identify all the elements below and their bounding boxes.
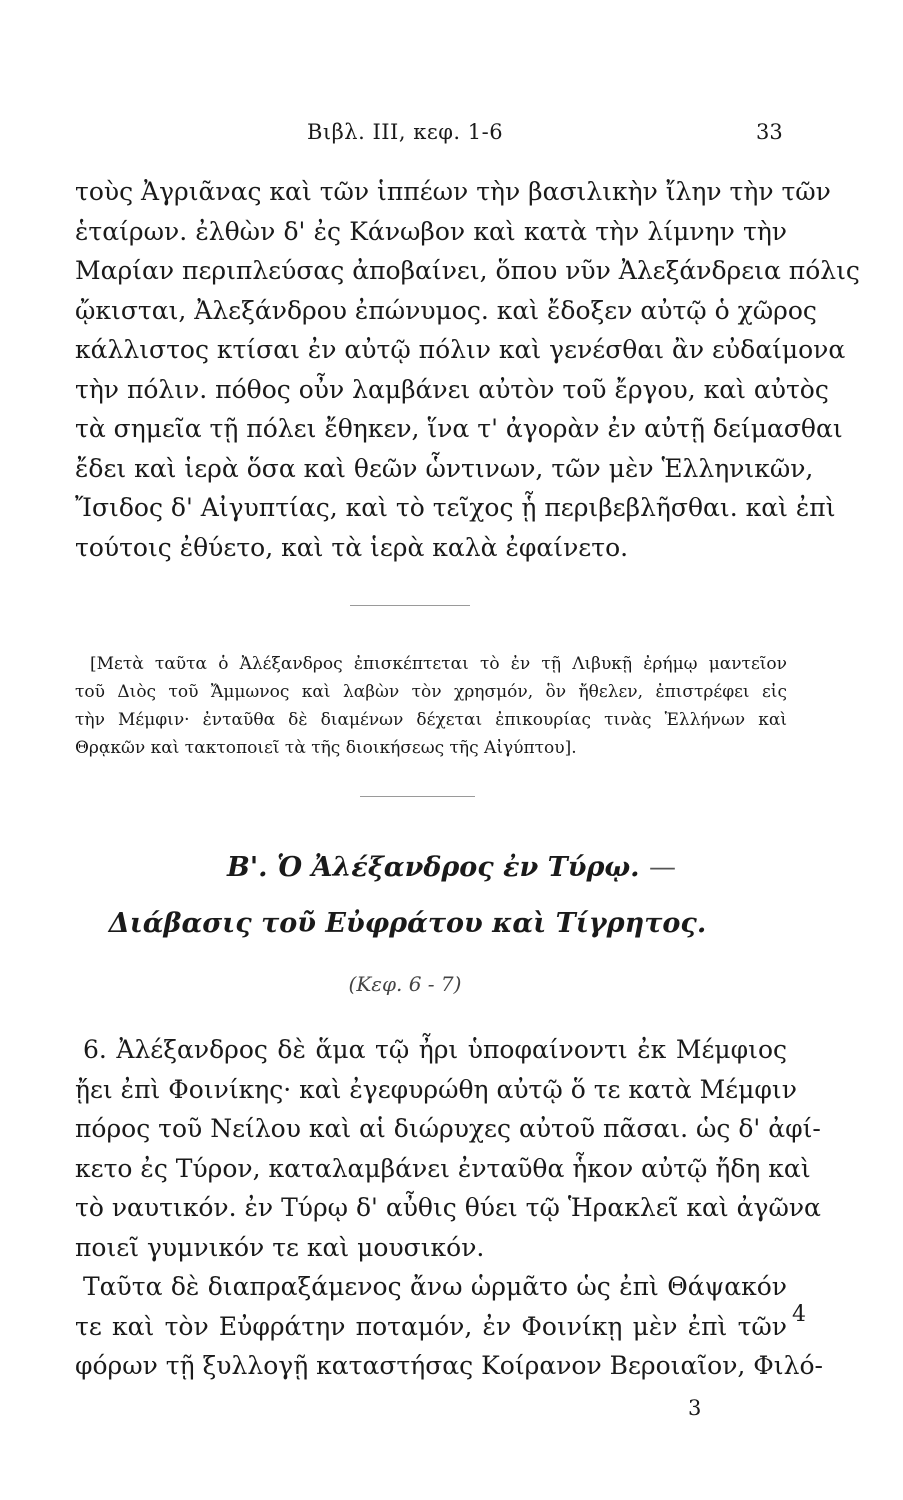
text-line: ποιεῖ γυμνικόν τε καὶ μουσικόν. <box>75 1232 485 1262</box>
text-line: τὰ σημεῖα τῇ πόλει ἔθηκεν, ἵνα τ' ἀγορὰν ἐν αὐτῇ δείμασθαι <box>75 414 843 443</box>
section-heading <box>0 852 903 883</box>
text-line: φόρων τῇ ξυλλογῇ καταστήσας Κοίρανον Βεροιαῖον, Φιλό- <box>75 1351 823 1380</box>
text-line: ἑταίρων. ἐλθὼν δ' ἐς Κάνωβον καὶ κατὰ τὴν λίμνην τὴν <box>75 216 787 246</box>
summary-line: [Μετὰ ταῦτα ὁ Ἀλέξανδρος ἐπισκέπτεται τὸ ἐν τῇ Λιβυκῇ ἐρήμῳ μαντεῖον <box>90 654 787 674</box>
divider-rule <box>360 796 475 797</box>
text-line: Ἴσιδος δ' Αἰγυπτίας, καὶ τὸ τεῖχος ᾗ περιβεβλῆσθαι. καὶ ἐπὶ <box>75 493 836 522</box>
section-heading-title: Β'. Ὁ Ἀλέξανδρος ἐν Τύρῳ. <box>227 852 640 883</box>
divider-rule <box>350 605 470 606</box>
text-line: τούτοις ἐθύετο, καὶ τὰ ἱερὰ καλὰ ἐφαίνετο. <box>75 532 629 562</box>
summary-line: τὴν Μέμφιν· ἐνταῦθα δὲ διαμένων δέχεται ἐπικουρίας τινὰς Ἑλλήνων καὶ <box>75 710 787 730</box>
margin-section-number: 4 <box>792 1302 806 1327</box>
page-number: 33 <box>756 120 783 144</box>
heading-dash: — <box>648 852 676 883</box>
summary-line: τοῦ Διὸς τοῦ Ἄμμωνος καὶ λαβὼν τὸν χρησμόν, ὃν ἤθελεν, ἐπιστρέφει εἰς <box>75 682 787 702</box>
signature-mark: 3 <box>688 1396 702 1420</box>
running-head: Βιβλ. ΙΙΙ, κεφ. 1-6 <box>307 120 504 144</box>
text-line: Μαρίαν περιπλεύσας ἀποβαίνει, ὅπου νῦν Ἀλεξάνδρεια πόλις <box>75 256 860 285</box>
summary-line: Θρᾳκῶν καὶ τακτοποιεῖ τὰ τῆς διοικήσεως τῆς Αἰγύπτου]. <box>75 738 577 758</box>
text-line: κάλλιστος κτίσαι ἐν αὐτῷ πόλιν καὶ γενέσθαι ἂν εὐδαίμονα <box>75 335 846 364</box>
text-line: ᾤκισται, Ἀλεξάνδρου ἐπώνυμος. καὶ ἔδοξεν αὐτῷ ὁ χῶρος <box>75 295 817 325</box>
text-line: τε καὶ τὸν Εὐφράτην ποταμόν, ἐν Φοινίκῃ μὲν ἐπὶ τῶν <box>75 1311 787 1341</box>
text-line: πόρος τοῦ Νείλου καὶ αἱ διώρυχες αὐτοῦ πᾶσαι. ὡς δ' ἀφί- <box>75 1114 821 1143</box>
paragraph-1 <box>75 172 860 567</box>
summary-note <box>75 650 787 762</box>
text-line: 6. Ἀλέξανδρος δὲ ἅμα τῷ ἦρι ὑποφαίνοντι ἐκ Μέμφιος <box>83 1035 787 1064</box>
paragraph-2 <box>75 1030 823 1386</box>
text-line: ἔδει καὶ ἱερὰ ὅσα καὶ θεῶν ὧντινων, τῶν μὲν Ἑλληνικῶν, <box>75 453 814 483</box>
section-subheading: Διάβασις τοῦ Εὐφράτου καὶ Τίγρητος. <box>108 908 707 939</box>
text-line: ᾔει ἐπὶ Φοινίκης· καὶ ἐγεφυρώθη αὐτῷ ὅ τε κατὰ Μέμφιν <box>75 1074 797 1104</box>
text-line: κετο ἐς Τύρον, καταλαμβάνει ἐνταῦθα ἧκον αὐτῷ ἤδη καὶ <box>75 1153 811 1183</box>
chapter-reference: (Κεφ. 6 - 7) <box>348 972 462 996</box>
text-line: τὸ ναυτικόν. ἐν Τύρῳ δ' αὖθις θύει τῷ Ἡρακλεῖ καὶ ἀγῶνα <box>75 1193 821 1222</box>
text-line: τοὺς Ἀγριᾶνας καὶ τῶν ἱππέων τὴν βασιλικὴν ἴλην τὴν τῶν <box>75 177 831 206</box>
text-line: Ταῦτα δὲ διαπραξάμενος ἄνω ὡρμᾶτο ὡς ἐπὶ Θάψακόν <box>83 1272 787 1301</box>
text-line: τὴν πόλιν. πόθος οὖν λαμβάνει αὐτὸν τοῦ ἔργου, καὶ αὐτὸς <box>75 374 829 404</box>
